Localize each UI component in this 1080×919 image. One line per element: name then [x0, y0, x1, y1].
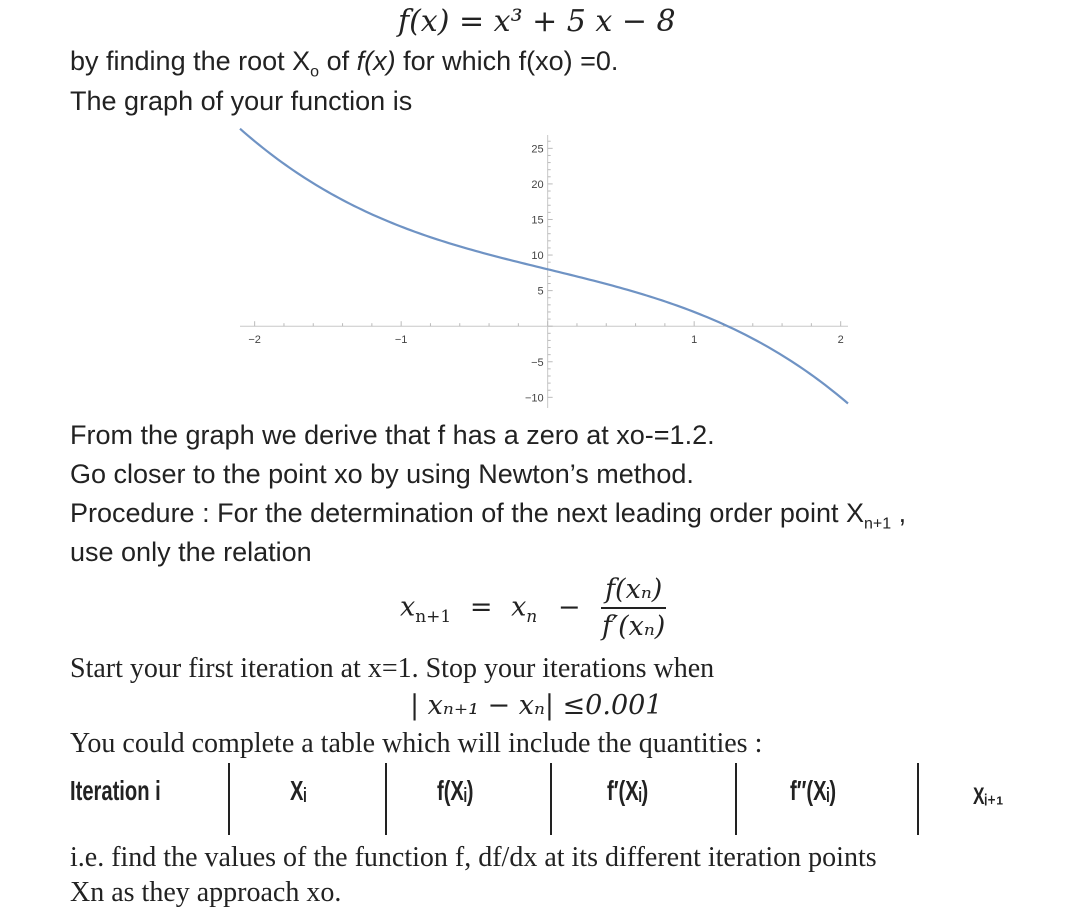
function-curve [240, 129, 848, 404]
x-tick-label: 2 [837, 334, 844, 347]
newton-lhs-sub: n+1 [415, 606, 452, 627]
y-tick-label: 10 [531, 250, 544, 263]
newton-fraction [601, 574, 666, 642]
table-intro-line: You could complete a table which will include the quantities : [70, 728, 763, 759]
table-separator [385, 763, 387, 835]
table-header-xnext: Xᵢ₊₁ [973, 783, 1004, 810]
newton-formula [400, 574, 666, 642]
intro-text-c: for which f(xo) =0. [395, 46, 619, 76]
derive-line-3 [70, 498, 906, 533]
formula-lhs: f(x) = [398, 4, 485, 39]
intro-line-2: The graph of your function is [70, 86, 413, 116]
intro-subscript: o [310, 63, 320, 81]
newton-equals: = [469, 591, 493, 623]
table-separator [917, 763, 919, 835]
table-header-iteration: Iteration i [70, 775, 161, 806]
y-tick-label: 15 [531, 214, 544, 227]
newton-numerator: f(xₙ) [601, 574, 666, 609]
derive-line-4: use only the relation [70, 537, 312, 567]
newton-minus: − [557, 591, 581, 623]
table-separator [550, 763, 552, 835]
start-line: Start your first iteration at x=1. Stop your iterations when [70, 653, 715, 684]
newton-rhs-sub: n [526, 606, 538, 627]
derive-line-3-tail: , [891, 498, 907, 528]
formula-rhs: x³ + 5 x − 8 [493, 4, 676, 39]
table-separator [735, 763, 737, 835]
intro-text-a: by finding the root X [70, 46, 311, 76]
y-tick-label: −5 [531, 356, 544, 369]
derive-subscript: n+1 [863, 515, 892, 533]
y-tick-label: 5 [537, 285, 544, 298]
table-header-xi: Xᵢ [290, 775, 307, 806]
y-tick-label: −10 [524, 392, 544, 405]
derive-line-3-text: Procedure : For the determination of the next leading order point X [70, 498, 864, 528]
intro-text-b: of [319, 46, 357, 76]
y-tick-label: 20 [531, 178, 544, 191]
x-tick-label: −1 [394, 334, 408, 347]
x-tick-label: 1 [691, 334, 698, 347]
table-header-ddfxi: f″(Xᵢ) [790, 775, 837, 806]
y-tick-label: 25 [531, 143, 544, 156]
newton-denominator: f′(xₙ) [601, 611, 666, 642]
derive-line-1: From the graph we derive that f has a zero at xo-=1.2. [70, 420, 715, 450]
newton-rhs-x: x [511, 591, 527, 623]
closing-line-2: Xn as they approach xo. [70, 877, 342, 908]
table-header-dfxi: f′(Xᵢ) [607, 775, 649, 806]
newton-lhs-x: x [400, 591, 416, 623]
derive-line-2: Go closer to the point xo by using Newton’s method. [70, 459, 694, 489]
stop-criterion: | xₙ₊₁ − xₙ| ≤0.001 [410, 690, 663, 721]
x-tick-label: −2 [248, 334, 261, 347]
closing-line-1: i.e. find the values of the function f, df/dx at its different iteration points [70, 842, 877, 873]
table-header-fxi: f(Xᵢ) [437, 775, 474, 806]
table-separator [228, 763, 230, 835]
intro-fx: f(x) [356, 46, 396, 76]
